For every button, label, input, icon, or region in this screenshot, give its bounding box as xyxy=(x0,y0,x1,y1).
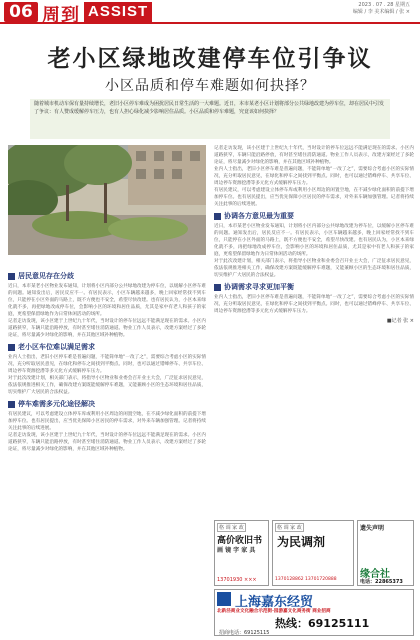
paragraph: 业内人士指出，老旧小区停车难是普遍问题，不能简单地“一改了之”，需要综合考虑小区的实际情况，充分听取居民意见，在绿化和停车之间找到平衡点。同时，也可以通过错峰停车、共享车位、周边停车资源挖潜等多元化方式缓解停车压力。 xyxy=(8,355,206,374)
subheading: 老小区车位难以满足需求 xyxy=(8,342,206,352)
ad-subline: 画 镜 字 家 具 xyxy=(217,547,256,554)
subheading: 协调需求寻求更加平衡 xyxy=(214,282,414,292)
subheading: 停车难需多元化途径解决 xyxy=(8,399,206,409)
paragraph: 记者走访发现，该小区建于上世纪九十年代，当时设计的停车位远远不能满足现在的需求。小区内道路狭窄，车辆只能沿路停放，有时甚至堵住消防通道。物业工作人员表示，改建方案经过了多轮论证，将尽量减少对绿化的影响，并在其他区域补种植物。 xyxy=(214,146,414,165)
company-logo-icon xyxy=(217,592,231,606)
ad-logo: 缘合社 xyxy=(360,569,390,580)
ad-headline: 遗失声明 xyxy=(360,525,385,532)
ad-line: 招商电话：69125115 xyxy=(219,630,270,636)
paragraph: 对于此次改建计划，相关部门表示，将指导小区物业和业委会召开业主大会，广泛征求居民意见，依法依规推进相关工作，确保改建方案既能缓解停车难题，又能兼顾小区的生态环境和居住品质，切实维护广大居民的合法权益。 xyxy=(214,259,414,278)
photo-illustration xyxy=(8,145,206,255)
ads-block xyxy=(214,520,414,636)
article-photo xyxy=(8,145,206,255)
editor-line: 编辑 / 李 美术编辑 / 张 × xyxy=(352,9,410,15)
paragraph: 业内人士指出，老旧小区停车难是普遍问题，不能简单地“一改了之”，需要综合考虑小区的实际情况，充分听取居民意见，在绿化和停车之间找到平衡点。同时，也可以通过错峰停车、共享车位、周边停车资源挖潜等多元化方式缓解停车压力。 xyxy=(214,295,414,314)
paragraph: 业内人士指出，老旧小区停车难是普遍问题，不能简单地“一改了之”，需要综合考虑小区的实际情况，充分听取居民意见，在绿化和停车之间找到平衡点。同时，也可以通过错峰停车、共享车位、周边停车资源挖潜等多元化方式缓解停车压力。 xyxy=(214,167,414,186)
ad-phone: 热线：69125111 xyxy=(275,617,370,630)
date-line: 2023 . 07 . 28 星期五 xyxy=(358,2,410,8)
article-lead: 随着城市机动车保有量持续增长，老旧小区停车难成为困扰居民日常生活的一大难题。近日，本市某老小区计划将部分公共绿地改建为停车位，却在居民中引发了争议：有人赞成缓解停车压力，也有人担心绿化减少影响居住品质。小区品质和停车难题，究竟该如何抉择？ xyxy=(30,99,390,139)
ad-headline: 上海嘉东经贸 xyxy=(235,595,314,610)
issue-date xyxy=(353,2,410,16)
page-header xyxy=(0,0,420,24)
paragraph: 有居民建议，可以考虑建设立体停车库或利用小区周边的闲置空地，在不减少绿化面积的前提下增加停车位。也有居民提出，应当优先保障小区居民的停车需求，对外来车辆加强管理。记者将持续关注此事的后续进展。 xyxy=(8,412,206,431)
subheading: 协调各方意见最为重要 xyxy=(214,211,414,221)
page-number: 06 xyxy=(4,2,38,22)
article-left-column xyxy=(8,268,206,616)
ad-loss-notice xyxy=(357,520,414,586)
paragraph: 记者走访发现，该小区建于上世纪九十年代，当时设计的停车位远远不能满足现在的需求。小区内道路狭窄，车辆只能沿路停放，有时甚至堵住消防通道。物业工作人员表示，改建方案经过了多轮论证，将尽量减少对绿化的影响，并在其他区域补种植物。 xyxy=(8,433,206,452)
paragraph: 近日，本市某老小区物业发布通知，计划将小区内部分公共绿地改建为停车位，以缓解小区停车难的问题。通知发出后，居民反应不一。有居民表示，小区车辆越来越多，晚上回家经常找不到车位，只能停在小区外面的马路上，既不方便也不安全，希望尽快改建。也有居民认为，小区本来绿化就不多，再把绿地改成停车位，会影响小区的环境和居住品质，尤其是家中有老人和孩子的家庭，更希望保留绿地作为日常休闲活动的场所。 xyxy=(214,224,414,257)
section-tag: ASSIST xyxy=(84,2,152,22)
section-name: 周到 xyxy=(42,5,80,26)
ad-used-books xyxy=(214,520,269,586)
subheading: 居民意见存在分歧 xyxy=(8,271,206,281)
ad-headline: 为民调剂 xyxy=(277,535,326,549)
ad-phone: 电话：22865373 xyxy=(360,579,403,585)
ad-phone: 13701930 ××× xyxy=(217,577,257,583)
ad-tag: 格 调 家 政 xyxy=(277,525,302,531)
paragraph: 有居民建议，可以考虑建设立体停车库或利用小区周边的闲置空地，在不减少绿化面积的前提下增加停车位。也有居民提出，应当优先保障小区居民的停车需求，对外来车辆加强管理。记者将持续关注此事的后续进展。 xyxy=(214,188,414,207)
ad-tenant-adjust xyxy=(272,520,354,586)
paragraph: 近日，本市某老小区物业发布通知，计划将小区内部分公共绿地改建为停车位，以缓解小区停车难的问题。通知发出后，居民反应不一。有居民表示，小区车辆越来越多，晚上回家经常找不到车位，只能停在小区外面的马路上，既不方便也不安全，希望尽快改建。也有居民认为，小区本来绿化就不多，再把绿地改成停车位，会影响小区的环境和居住品质，尤其是家中有老人和孩子的家庭，更希望保留绿地作为日常休闲活动的场所。 xyxy=(8,284,206,317)
ad-shanghai-jiadong xyxy=(214,589,414,636)
article-right-column xyxy=(214,145,414,515)
paragraph: 对于此次改建计划，相关部门表示，将指导小区物业和业委会召开业主大会，广泛征求居民意见，依法依规推进相关工作，确保改建方案既能缓解停车难题，又能兼顾小区的生态环境和居住品质，切实维护广大居民的合法权益。 xyxy=(8,376,206,395)
ad-tag: 格 调 家 政 xyxy=(219,525,244,531)
article-title: 老小区绿地改建停车位引争议 xyxy=(47,45,373,72)
ad-phone: 1370128862 13701720888 xyxy=(275,577,337,582)
article-subtitle: 小区品质和停车难题如何抉择？ xyxy=(105,78,315,94)
ad-subline: 北新泾商业文化融合示范街·园游嘉文化商务街 商业招商 xyxy=(217,609,331,614)
byline: ■记者 张 × xyxy=(386,318,414,324)
ad-headline: 高价收旧书 xyxy=(217,536,263,546)
paragraph: 记者走访发现，该小区建于上世纪九十年代，当时设计的停车位远远不能满足现在的需求。小区内道路狭窄，车辆只能沿路停放，有时甚至堵住消防通道。物业工作人员表示，改建方案经过了多轮论证，将尽量减少对绿化的影响，并在其他区域补种植物。 xyxy=(8,319,206,338)
